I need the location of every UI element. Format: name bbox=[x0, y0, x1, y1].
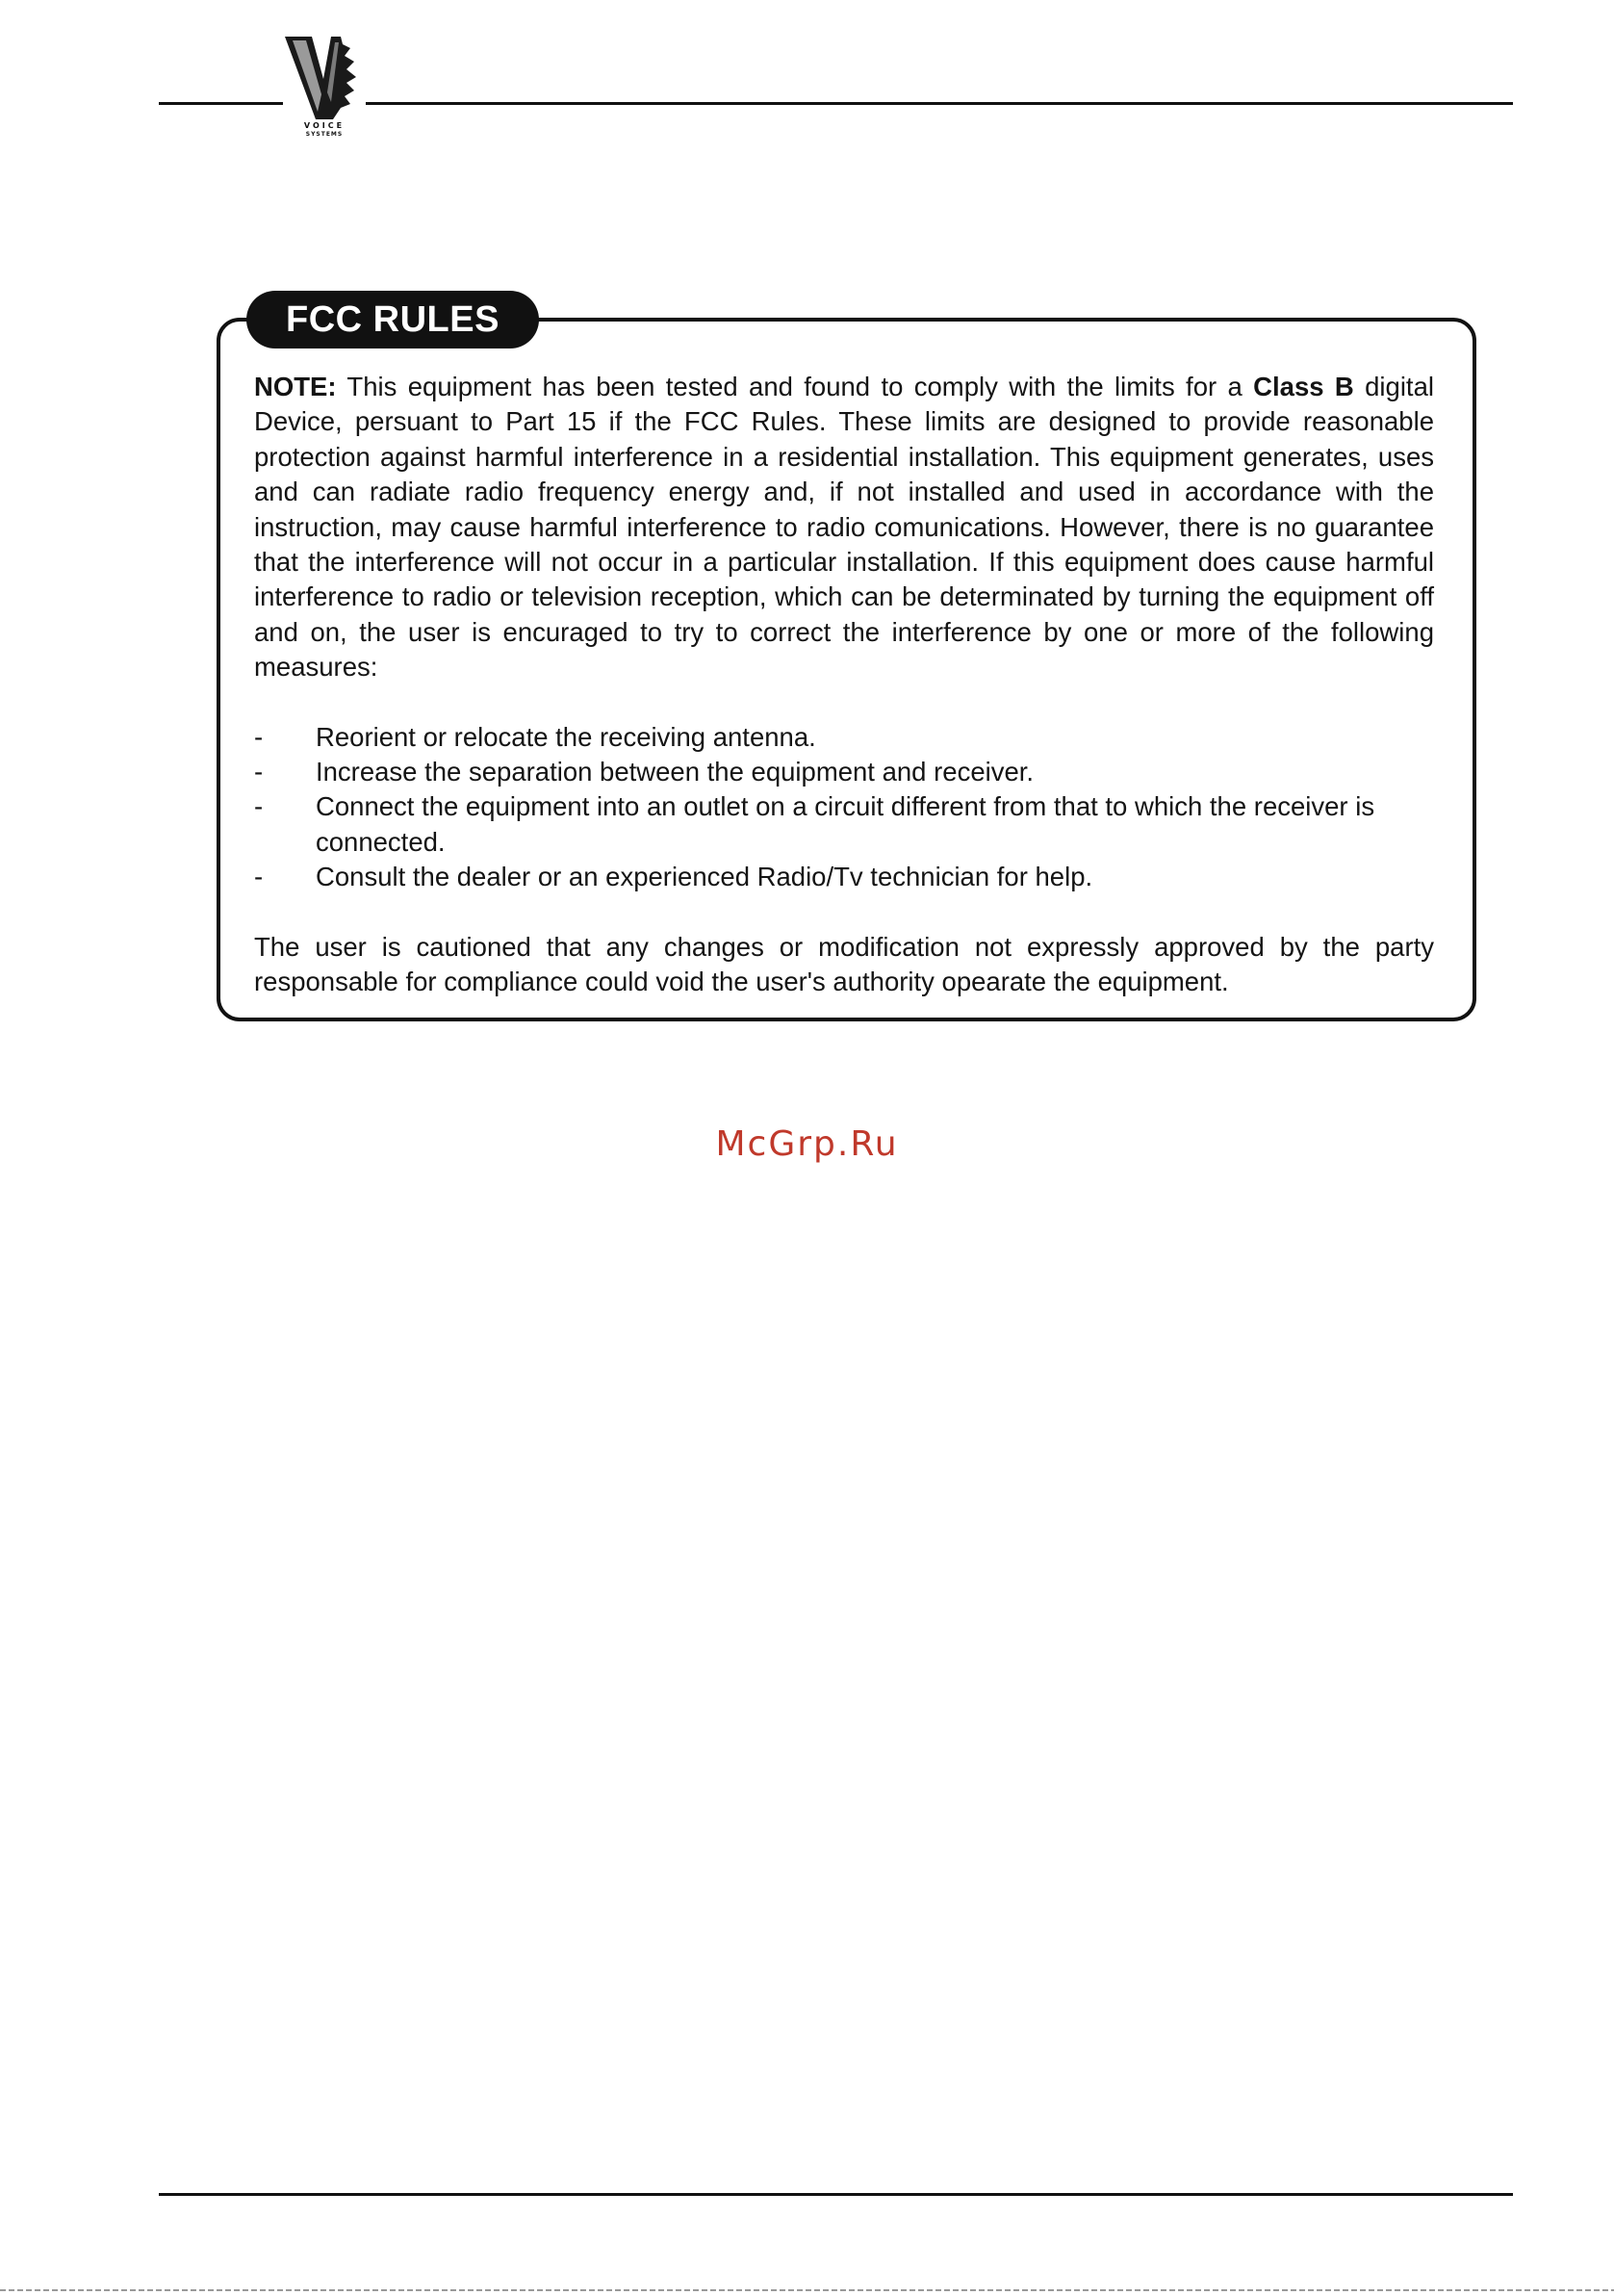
list-bullet: - bbox=[254, 757, 264, 787]
page-bottom-strip bbox=[0, 2289, 1614, 2291]
logo-v-icon bbox=[283, 35, 366, 121]
list-item-text: Consult the dealer or an experienced Radio/Tv technician for help. bbox=[316, 862, 1093, 892]
logo-caption bbox=[283, 121, 366, 139]
logo-caption-line2: SYSTEMS bbox=[305, 131, 344, 138]
list-item bbox=[254, 755, 1434, 789]
list-item bbox=[254, 860, 1434, 894]
note-label: NOTE: bbox=[254, 372, 337, 401]
fcc-note-paragraph bbox=[254, 370, 1434, 685]
voice-systems-logo bbox=[283, 35, 366, 142]
list-item bbox=[254, 720, 1434, 755]
fcc-rules-content bbox=[254, 370, 1434, 1000]
list-bullet: - bbox=[254, 791, 264, 822]
list-item bbox=[254, 789, 1434, 860]
list-bullet: - bbox=[254, 721, 264, 752]
measures-list bbox=[254, 720, 1434, 895]
note-text-1: This equipment has been tested and found to comply with the limits for a bbox=[336, 372, 1254, 401]
fcc-rules-title: FCC RULES bbox=[246, 291, 539, 348]
list-item-text: Connect the equipment into an outlet on a circuit different from that to which the receiver is connected. bbox=[316, 791, 1375, 857]
caution-paragraph: The user is cautioned that any changes or modification not expressly approved by the party responsable for compliance could void the user's authority opearate the equipment. bbox=[254, 931, 1434, 997]
note-class: Class B bbox=[1253, 372, 1354, 401]
list-item-text: Reorient or relocate the receiving antenna. bbox=[316, 721, 816, 752]
watermark-link[interactable]: McGrp.Ru bbox=[715, 1124, 899, 1164]
footer-rule bbox=[159, 2193, 1513, 2196]
logo-caption-line1: VOICE bbox=[303, 121, 346, 130]
note-text-2: digital Device, persuant to Part 15 if the FCC Rules. These limits are designed to provide reasonable protection against harmful interference in a residential installation. This equipment generates, uses and can radiate radio frequency energy and, if not installed and used in accordance with the instruction, may cause harmful interference to radio comunications. However, there is no guarantee that the interference will not occur in a particular installation. If this equipment does cause harmful interference to radio or television reception, which can be determinated by turning the equipment off and on, the user is encuraged to try to correct the interference by one or more of the following measures: bbox=[254, 372, 1434, 683]
list-item-text: Increase the separation between the equipment and receiver. bbox=[316, 757, 1035, 787]
list-bullet: - bbox=[254, 862, 264, 892]
